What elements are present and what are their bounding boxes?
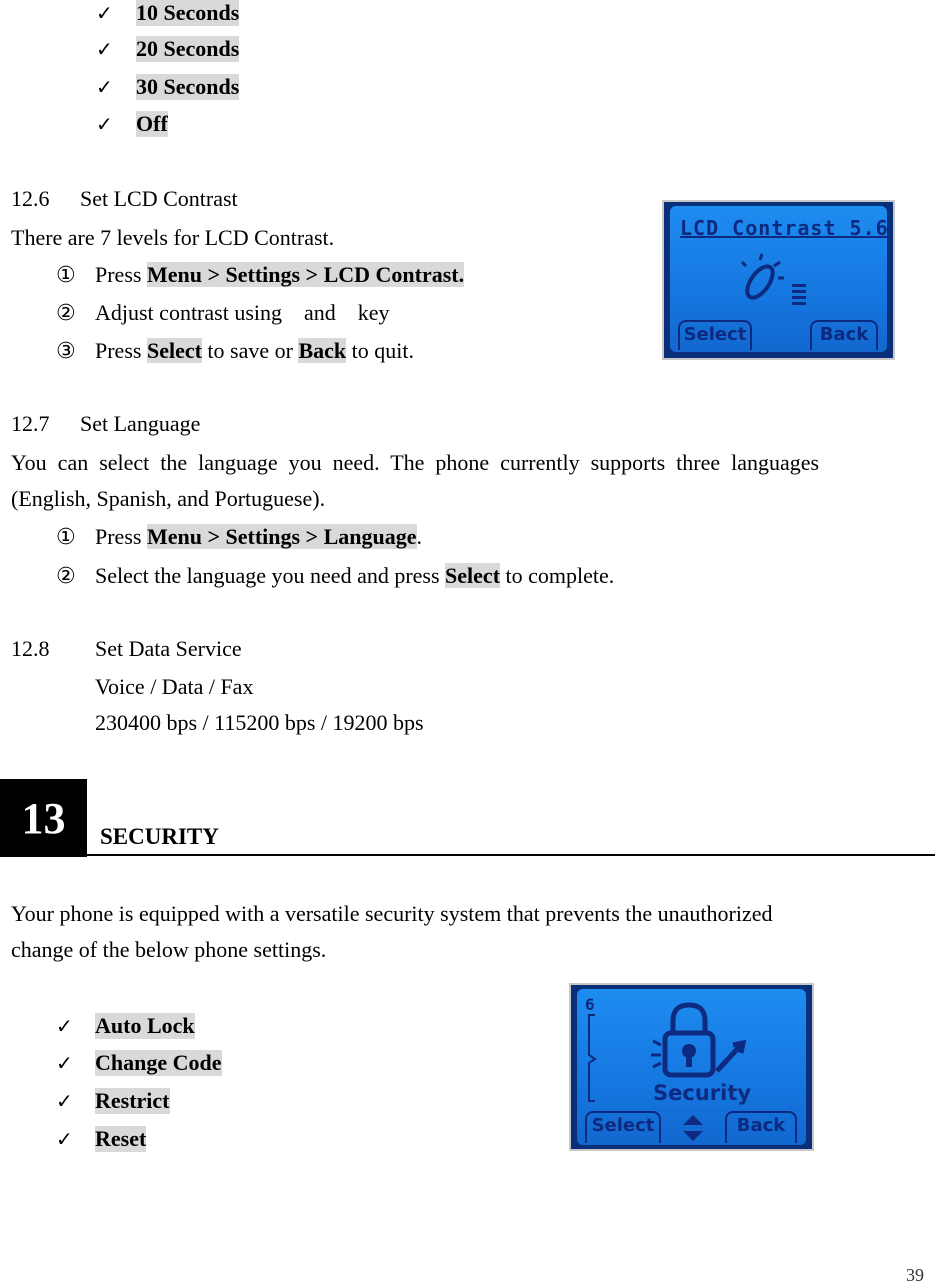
paragraph-line: Your phone is equipped with a versatile security system that prevents the unauthorized xyxy=(11,901,773,926)
list-item-label: 10 Seconds xyxy=(136,0,240,25)
step-text: Press Menu > Settings > LCD Contrast. xyxy=(95,262,465,287)
list-item-label: Change Code xyxy=(95,1050,222,1075)
list-item xyxy=(96,0,113,26)
paragraph-line: 230400 bps / 115200 bps / 19200 bps xyxy=(95,710,424,735)
paragraph-line: change of the below phone settings. xyxy=(11,937,327,962)
padlock-icon xyxy=(651,1001,761,1081)
check-icon: ✓ xyxy=(56,1089,73,1113)
list-item-label: Off xyxy=(136,111,168,136)
select-softkey: Select xyxy=(585,1111,661,1143)
check-icon: ✓ xyxy=(96,75,113,99)
step-text: Select the language you need and press Select to complete. xyxy=(95,563,615,588)
paragraph-line: You can select the language you need. The phone currently supports three languages xyxy=(11,450,820,475)
chapter-divider xyxy=(87,854,935,856)
back-softkey: Back xyxy=(810,320,878,350)
list-item xyxy=(96,74,113,100)
lcd-page-indicator: 6 xyxy=(585,995,595,1014)
lcd-screen-title: LCD Contrast 5.6 xyxy=(680,216,889,240)
check-icon: ✓ xyxy=(96,1,113,25)
step-marker: ① xyxy=(56,525,76,550)
list-item xyxy=(56,1088,73,1114)
step-text: Press Select to save or Back to quit. xyxy=(95,338,414,363)
lcd-menu-label: Security xyxy=(653,1081,752,1105)
step-marker: ② xyxy=(56,564,76,589)
list-item xyxy=(96,111,113,137)
step-text: Adjust contrast using and key xyxy=(95,300,390,325)
section-title: Set Data Service xyxy=(95,636,242,661)
lightbulb-icon xyxy=(734,252,814,312)
paragraph-line: (English, Spanish, and Portuguese). xyxy=(11,486,326,511)
check-icon: ✓ xyxy=(56,1051,73,1075)
check-icon: ✓ xyxy=(56,1014,73,1038)
section-number: 12.6 xyxy=(11,186,50,211)
scroll-bracket-icon xyxy=(585,1013,599,1103)
lcd-contrast-screenshot xyxy=(662,200,895,360)
list-item-label: Auto Lock xyxy=(95,1013,195,1038)
section-title: Set LCD Contrast xyxy=(80,186,238,211)
list-item xyxy=(56,1013,73,1039)
chapter-number: 13 xyxy=(0,779,87,857)
step-marker: ③ xyxy=(56,339,76,364)
list-item xyxy=(96,36,113,62)
section-number: 12.7 xyxy=(11,411,50,436)
section-number: 12.8 xyxy=(11,636,50,661)
step-marker: ② xyxy=(56,301,76,326)
check-icon: ✓ xyxy=(96,112,113,136)
step-marker: ① xyxy=(56,263,76,288)
page-number: 39 xyxy=(906,1265,924,1285)
list-item-label: Reset xyxy=(95,1126,147,1151)
paragraph-line: Voice / Data / Fax xyxy=(95,674,254,699)
list-item-label: Restrict xyxy=(95,1088,170,1113)
select-softkey: Select xyxy=(678,320,752,350)
check-icon: ✓ xyxy=(96,37,113,61)
list-item-label: 30 Seconds xyxy=(136,74,240,99)
check-icon: ✓ xyxy=(56,1127,73,1151)
security-screenshot xyxy=(569,983,814,1151)
step-text: Press Menu > Settings > Language. xyxy=(95,524,422,549)
list-item xyxy=(56,1050,73,1076)
paragraph: There are 7 levels for LCD Contrast. xyxy=(11,225,335,250)
list-item-label: 20 Seconds xyxy=(136,36,240,61)
list-item xyxy=(56,1126,73,1152)
up-down-arrow-icon xyxy=(679,1113,707,1143)
back-softkey: Back xyxy=(725,1111,797,1143)
chapter-title: SECURITY xyxy=(100,824,219,849)
section-title: Set Language xyxy=(80,411,201,436)
